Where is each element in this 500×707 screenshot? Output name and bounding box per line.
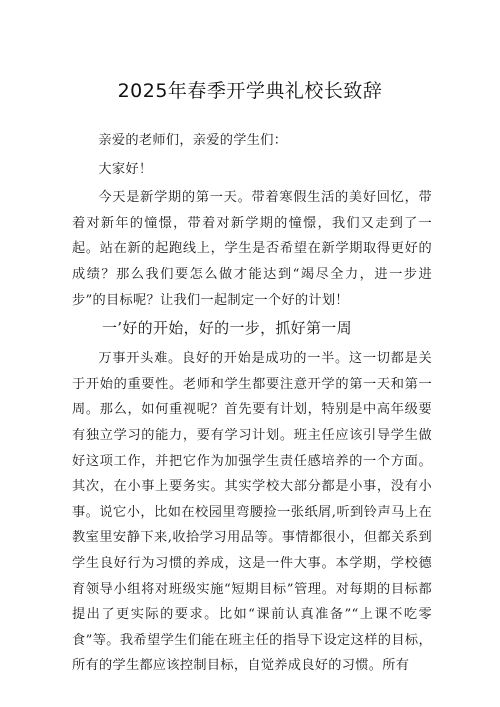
greeting: 大家好！ <box>98 161 153 177</box>
section-heading: 一’好的开始，好的一步，抓好第一周 <box>102 319 352 338</box>
salutation: 亲爱的老师们，亲爱的学生们： <box>98 133 288 148</box>
document-title: 2025年春季开学典礼校长致辞 <box>117 80 383 102</box>
document-body <box>72 128 432 679</box>
intro-paragraph: 今天是新学期的第一天。带着寒假生活的美好回忆，带着对新年的憧憬，带着对新学期的憧憬，我们又走到了一起。站在新的起跑线上，学生是否希望在新学期取得更好的成绩？那么我们要怎么做才能达到“竭尽全力，进一步进步”的目标呢？让我们一起制定一个好的计划！ <box>72 190 432 308</box>
section-paragraph: 万事开头难。良好的开始是成功的一半。这一切都是关于开始的重要性。老师和学生都要注意开学的第一天和第一周。那么，如何重视呢？首先要有计划，特别是中高年级要有独立学习的能力，要有学习计划。班主任应该引导学生做好这项工作，并把它作为加强学生责任感培养的一个方面。其次，在小事上要务实。其实学校大部分都是小事，没有小事。说它小，比如在校园里弯腰捡一张纸屑,听到铃声马上在教室里安静下来,收拾学习用品等。事情都很小，但都关系到学生良好行为习惯的养成，这是一件大事。本学期，学校德育领导小组将对班级实施“短期目标”管理。对每期的目标都提出了更实际的要求。比如“课前认真准备”“上课不吃零食”等。我希望学生们能在班主任的指导下设定这样的目标，所有的学生都应该控制目标，自觉养成良好的习惯。所有 <box>72 351 432 674</box>
